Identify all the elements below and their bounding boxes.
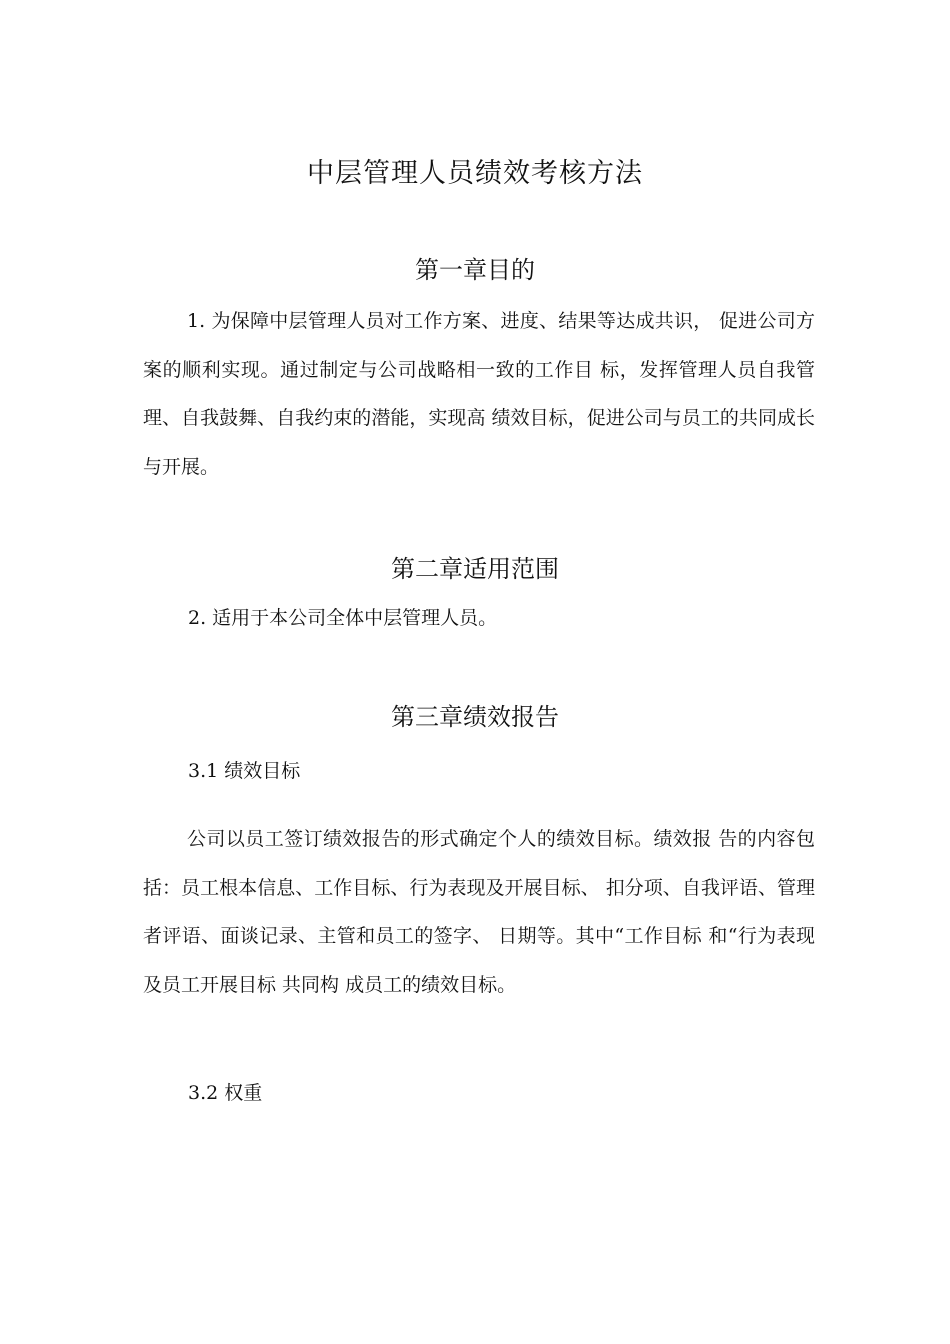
document-title: 中层管理人员绩效考核方法 [307, 158, 643, 189]
chapter-1-heading: 第一章目的 [415, 256, 535, 284]
section-3-2-heading: 3.2 权重 [188, 1082, 263, 1104]
chapter-3-paragraph: 公司以员工签订绩效报告的形式确定个人的绩效目标。绩效报 告的内容包括：员工根本信息、工作目标、行为表现及开展目标、 扣分项、自我评语、管理者评语、面谈记录、主管和员工的签字、 日期等。其中“工作目标 和“行为表现及员工开展目标 共同构 成员工的绩效目标。 [143, 828, 815, 996]
section-3-1-heading: 3.1 绩效目标 [188, 760, 301, 782]
chapter-2-paragraph: 2. 适用于本公司全体中层管理人员。 [188, 607, 498, 629]
chapter-3-heading: 第三章绩效报告 [391, 703, 559, 731]
chapter-1-paragraph: 1. 为保障中层管理人员对工作方案、进度、结果等达成共识， 促进公司方案的顺利实现。通过制定与公司战略相一致的工作目 标，发挥管理人员自我管理、自我鼓舞、自我约束的潜能，实现高 绩效目标，促进公司与员工的共同成长与开展。 [143, 310, 815, 478]
chapter-2-heading: 第二章适用范围 [391, 555, 559, 583]
